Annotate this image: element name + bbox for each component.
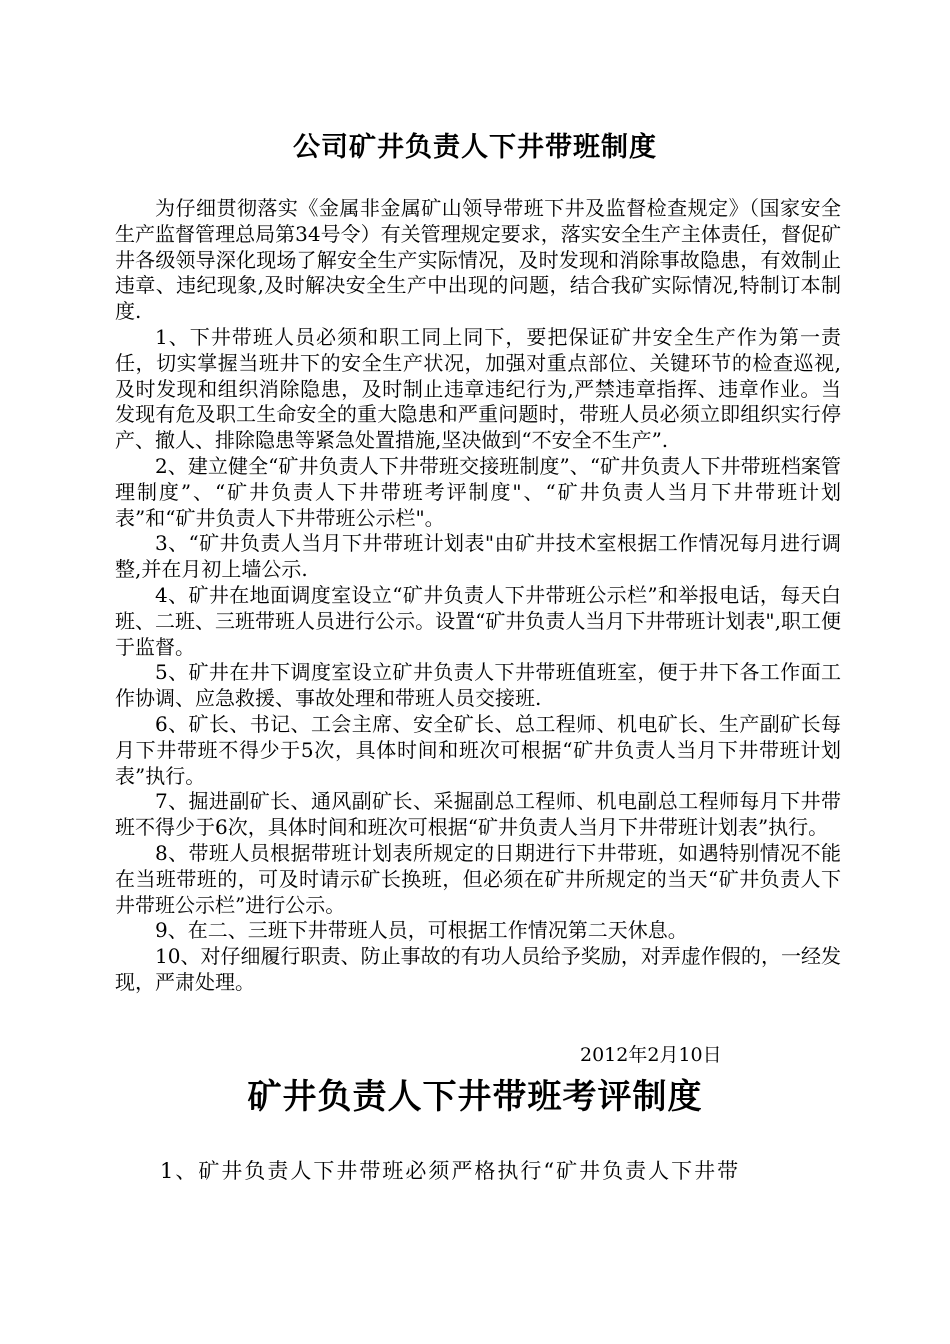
document-body xyxy=(115,196,841,996)
clause-4: 4、矿井在地面调度室设立“矿井负责人下井带班公示栏”和举报电话，每天白班、二班、三班带班人员进行公示。设置“矿井负责人当月下井带班计划表",职工便于监督。 xyxy=(115,582,841,659)
intro-paragraph: 为仔细贯彻落实《金属非金属矿山领导带班下井及监督检查规定》（国家安全生产监督管理总局第34号令）有关管理规定要求，落实安全生产主体责任，督促矿井各级领导深化现场了解安全生产实际情况，及时发现和消除事故隐患，有效制止违章、违纪现象,及时解决安全生产中出现的问题，结合我矿实际情况,特制订本制度. xyxy=(115,196,841,324)
second-section-first-line: 1、矿井负责人下井带班必须严格执行“矿井负责人下井带 xyxy=(160,1159,741,1183)
second-section-title: 矿井负责人下井带班考评制度 xyxy=(247,1077,703,1117)
clause-8: 8、带班人员根据带班计划表所规定的日期进行下井带班，如遇特别情况不能在当班带班的，可及时请示矿长换班，但必须在矿井所规定的当天“矿井负责人下井带班公示栏”进行公示。 xyxy=(115,840,841,917)
clause-6: 6、矿长、书记、工会主席、安全矿长、总工程师、机电矿长、生产副矿长每月下井带班不得少于5次，具体时间和班次可根据“矿井负责人当月下井带班计划表”执行。 xyxy=(115,711,841,788)
clause-9: 9、在二、三班下井带班人员，可根据工作情况第二天休息。 xyxy=(155,918,688,943)
clause-7: 7、掘进副矿长、通风副矿长、采掘副总工程师、机电副总工程师每月下井带班不得少于6次，具体时间和班次可根据“矿井负责人当月下井带班计划表”执行。 xyxy=(115,789,841,840)
clause-5: 5、矿井在井下调度室设立矿井负责人下井带班值班室，便于井下各工作面工作协调、应急救援、事故处理和带班人员交接班. xyxy=(115,660,841,711)
clause-2: 2、建立健全“矿井负责人下井带班交接班制度”、“矿井负责人下井带班档案管理制度”、“矿井负责人下井带班考评制度"、“矿井负责人当月下井带班计划表”和“矿井负责人下井带班公示栏"。 xyxy=(115,453,841,530)
clause-10: 10、对仔细履行职责、防止事故的有功人员给予奖励，对弄虚作假的，一经发现，严肃处理。 xyxy=(115,944,841,994)
clause-3: 3、“矿井负责人当月下井带班计划表"由矿井技术室根据工作情况每月进行调整,并在月初上墙公示. xyxy=(115,531,841,582)
clause-1: 1、下井带班人员必须和职工同上同下，要把保证矿井安全生产作为第一责任，切实掌握当班井下的安全生产状况，加强对重点部位、关键环节的检查巡视,及时发现和组织消除隐患，及时制止违章违纪行为,严禁违章指挥、违章作业。当发现有危及职工生命安全的重大隐患和严重问题时，带班人员必须立即组织实行停产、撤人、排除隐患等紧急处置措施,坚决做到“不安全不生产”. xyxy=(115,324,841,453)
document-title: 公司矿井负责人下井带班制度 xyxy=(293,132,657,163)
document-date: 2012年2月10日 xyxy=(580,1044,722,1066)
